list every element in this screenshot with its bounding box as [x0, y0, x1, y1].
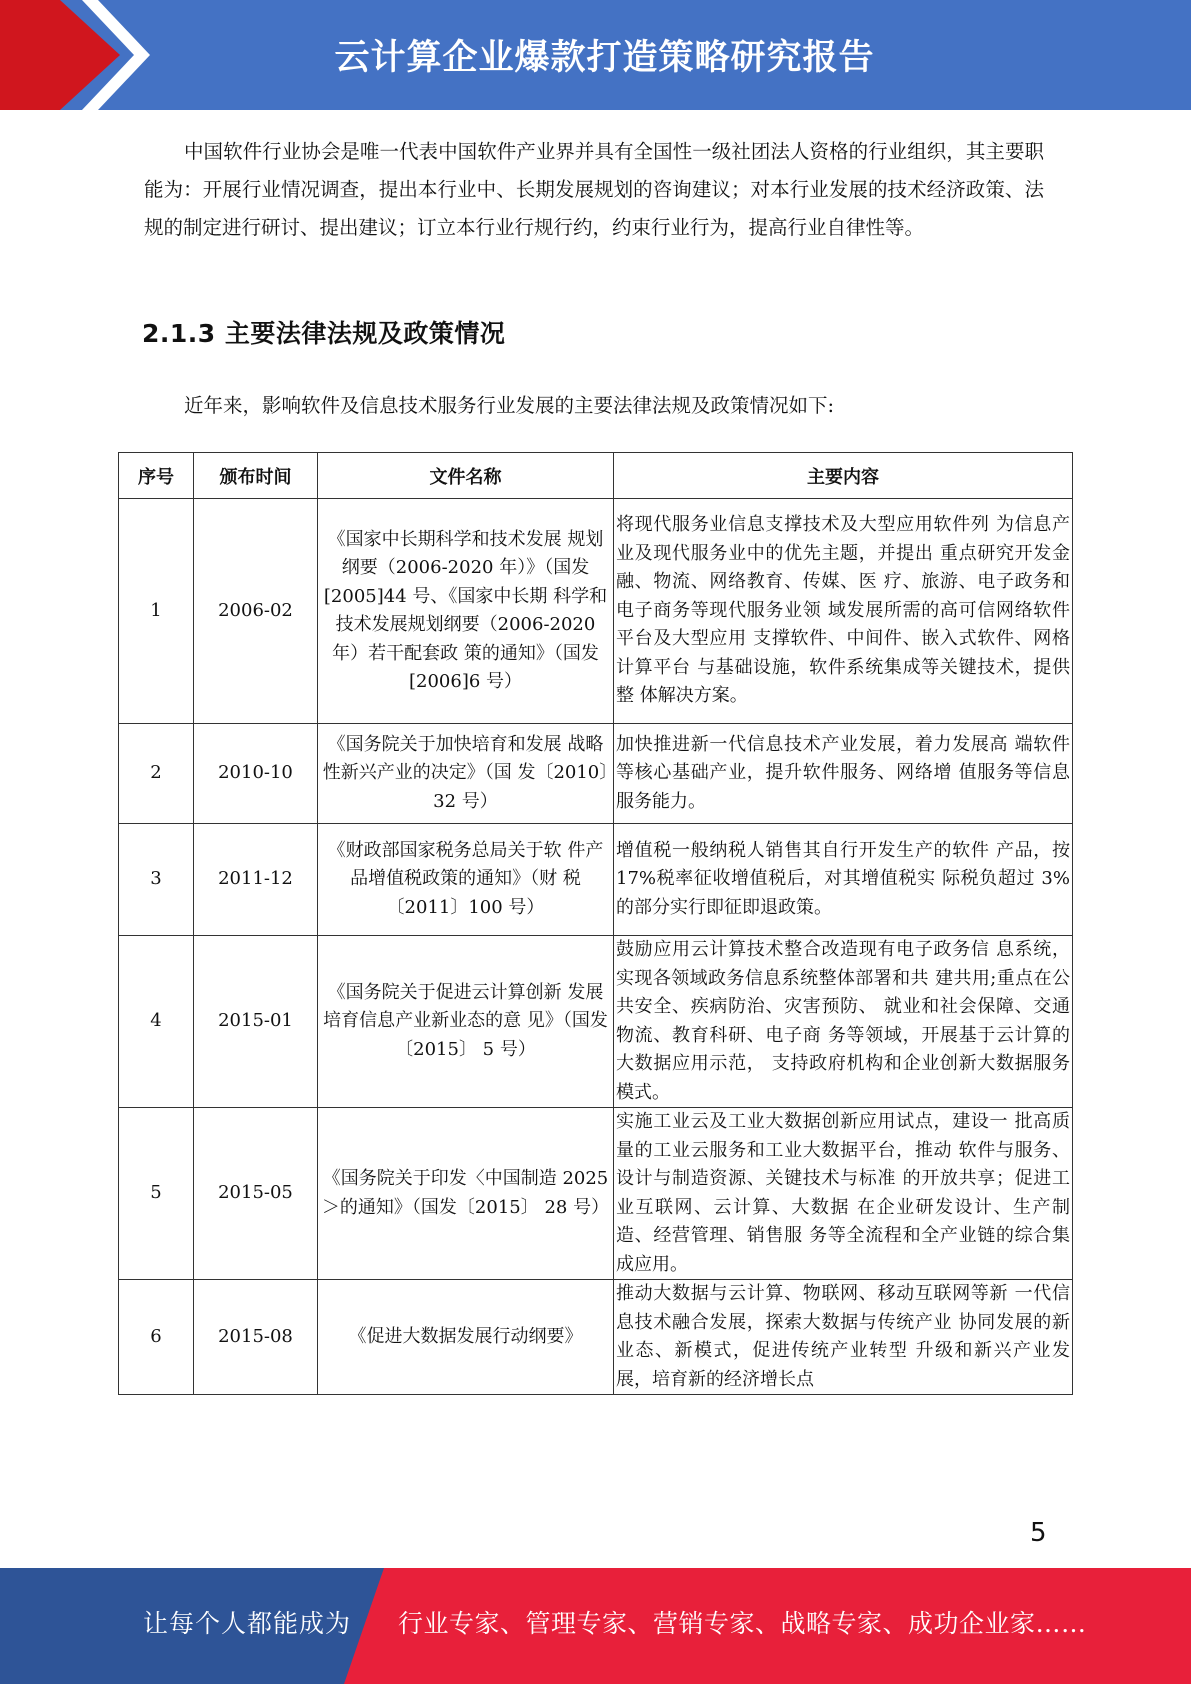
row-issue-date: 2006-02 [194, 499, 318, 724]
row-serial-number: 4 [119, 936, 194, 1108]
row-main-content: 加快推进新一代信息技术产业发展，着力发展高 端软件等核心基础产业，提升软件服务、网络增 值服务等信息服务能力。 [614, 724, 1073, 824]
page-number: 5 [1030, 1518, 1047, 1548]
page-footer [0, 1568, 1191, 1684]
section-heading: 2.1.3 主要法律法规及政策情况 [142, 319, 506, 348]
row-serial-number: 3 [119, 824, 194, 936]
table-row [119, 499, 1073, 724]
row-serial-number: 1 [119, 499, 194, 724]
table-row [119, 824, 1073, 936]
table-header-row [119, 453, 1073, 499]
row-serial-number: 5 [119, 1108, 194, 1280]
row-main-content: 实施工业云及工业大数据创新应用试点，建设一 批高质量的工业云服务和工业大数据平台，推动 软件与服务、设计与制造资源、关键技术与标准 的开放共享；促进工业互联网、云计算、大数据 在企业研发设计、生产制造、经营管理、销售服 务等全流程和全产业链的综合集成应用。 [614, 1108, 1073, 1280]
footer-slogan-right: 行业专家、管理专家、营销专家、战略专家、成功企业家…… [398, 1609, 1087, 1638]
row-issue-date: 2011-12 [194, 824, 318, 936]
row-document-name: 《国务院关于印发〈中国制造 2025＞的通知》（国发〔2015〕 28 号） [318, 1108, 614, 1280]
row-document-name: 《国务院关于促进云计算创新 发展培育信息产业新业态的意 见》（国发〔2015〕 5 号） [318, 936, 614, 1108]
section-lead-paragraph: 近年来，影响软件及信息技术服务行业发展的主要法律法规及政策情况如下: [184, 394, 835, 417]
row-serial-number: 6 [119, 1280, 194, 1395]
document-title: 云计算企业爆款打造策略研究报告 [334, 38, 875, 78]
row-issue-date: 2015-01 [194, 936, 318, 1108]
table-row [119, 936, 1073, 1108]
table-row [119, 1108, 1073, 1280]
row-serial-number: 2 [119, 724, 194, 824]
intro-paragraph: 中国软件行业协会是唯一代表中国软件产业界并具有全国性一级社团法人资格的行业组织，其主要职能为：开展行业情况调查，提出本行业中、长期发展规划的咨询建议；对本行业发展的技术经济政策、法规的制定进行研讨、提出建议；订立本行业行规行约，约束行业行为，提高行业自律性等。 [144, 140, 1044, 239]
row-document-name: 《财政部国家税务总局关于软 件产品增值税政策的通知》（财 税〔2011〕100 号） [318, 824, 614, 936]
table-row [119, 1280, 1073, 1395]
footer-slogan-left: 让每个人都能成为 [143, 1609, 352, 1638]
row-issue-date: 2015-05 [194, 1108, 318, 1280]
row-document-name: 《促进大数据发展行动纲要》 [318, 1280, 614, 1395]
row-main-content: 将现代服务业信息支撑技术及大型应用软件列 为信息产业及现代服务业中的优先主题，并提出 重点研究开发金融、物流、网络教育、传媒、医 疗、旅游、电子政务和电子商务等现代服务业领 域发展所需的高可信网络软件平台及大型应用 支撑软件、中间件、嵌入式软件、网格计算平台 与基础设施，软件系统集成等关键技术，提供整 体解决方案。 [614, 499, 1073, 724]
row-document-name: 《国家中长期科学和技术发展 规划纲要（2006-2020 年）》（国发[2005]44 号、《国家中长期 科学和技术发展规划纲要（2006-2020 年）若干配套政 策的通知》（国发[2006]6 号） [318, 499, 614, 724]
row-document-name: 《国务院关于加快培育和发展 战略性新兴产业的决定》（国 发〔2010〕32 号） [318, 724, 614, 824]
row-main-content: 增值税一般纳税人销售其自行开发生产的软件 产品，按 17%税率征收增值税后，对其增值税实 际税负超过 3%的部分实行即征即退政策。 [614, 824, 1073, 936]
row-main-content: 推动大数据与云计算、物联网、移动互联网等新 一代信息技术融合发展，探索大数据与传统产业 协同发展的新业态、新模式，促进传统产业转型 升级和新兴产业发展，培育新的经济增长点 [614, 1280, 1073, 1395]
header-main-content: 主要内容 [614, 453, 1073, 499]
header-document-name: 文件名称 [318, 453, 614, 499]
policy-table [118, 452, 1073, 1395]
header-issue-date: 颁布时间 [194, 453, 318, 499]
row-issue-date: 2015-08 [194, 1280, 318, 1395]
page-header [0, 0, 1191, 110]
table-row [119, 724, 1073, 824]
row-issue-date: 2010-10 [194, 724, 318, 824]
row-main-content: 鼓励应用云计算技术整合改造现有电子政务信 息系统，实现各领域政务信息系统整体部署和共 建共用;重点在公共安全、疾病防治、灾害预防、 就业和社会保障、交通物流、教育科研、电子商 务等领域，开展基于云计算的大数据应用示范， 支持政府机构和企业创新大数据服务模式。 [614, 936, 1073, 1108]
header-serial-number: 序号 [119, 453, 194, 499]
